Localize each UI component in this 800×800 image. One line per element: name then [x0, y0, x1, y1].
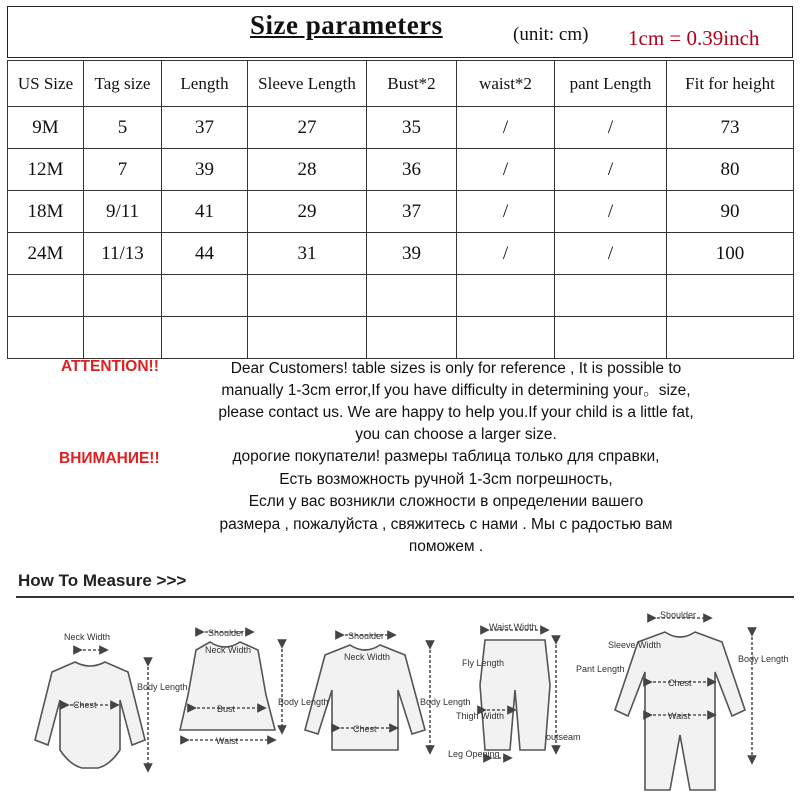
table-cell: 39 — [162, 149, 248, 191]
table-cell: 7 — [84, 149, 162, 191]
label-shoulder: Shoulder — [348, 631, 385, 641]
table-cell: 18M — [8, 191, 84, 233]
pants-diagram-icon — [480, 630, 556, 758]
russian-line: Если у вас возникли сложности в определении вашего — [248, 493, 644, 510]
table-cell — [457, 317, 555, 359]
table-cell — [162, 317, 248, 359]
table-row — [8, 107, 794, 149]
table-cell — [84, 275, 162, 317]
table-row — [8, 149, 794, 191]
table-cell: / — [555, 149, 667, 191]
label-body-length: Body Length — [137, 682, 188, 692]
table-cell: 31 — [248, 233, 367, 275]
column-header: Fit for height — [667, 61, 794, 107]
table-cell: 35 — [367, 107, 457, 149]
attention-label: ATTENTION!! — [61, 358, 159, 375]
table-row — [8, 191, 794, 233]
column-header: Tag size — [84, 61, 162, 107]
table-cell: 29 — [248, 191, 367, 233]
column-header: Length — [162, 61, 248, 107]
attention-line: you can choose a larger size. — [355, 426, 557, 443]
column-header: Sleeve Length — [248, 61, 367, 107]
conversion-note: 1cm = 0.39inch — [628, 26, 760, 50]
label-outseam: outseam — [546, 732, 581, 742]
table-cell: / — [457, 107, 555, 149]
how-to-measure-heading: How To Measure >>> — [18, 571, 187, 590]
label-body-length: Body Length — [278, 697, 329, 707]
table-cell: 37 — [367, 191, 457, 233]
label-body-length: Body Length — [738, 654, 789, 664]
russian-line: размера , пожалуйста , свяжитесь с нами . Мы с радостью вам — [219, 515, 673, 533]
measure-diagrams — [0, 600, 800, 800]
table-cell: 73 — [667, 107, 794, 149]
table-cell — [84, 317, 162, 359]
table-cell: 27 — [248, 107, 367, 149]
table-cell: 5 — [84, 107, 162, 149]
table-cell — [367, 275, 457, 317]
attention-line: manually 1-3cm error,If you have difficulty in determining your。size, — [221, 382, 691, 399]
table-cell: 12M — [8, 149, 84, 191]
table-cell: 39 — [367, 233, 457, 275]
table-cell — [667, 275, 794, 317]
label-waist: Waist — [668, 711, 691, 721]
russian-line: Есть возможность ручной 1-3cm погрешность, — [279, 470, 613, 488]
label-waist-width: Waist Width — [489, 622, 537, 632]
table-cell — [248, 275, 367, 317]
table-cell — [667, 317, 794, 359]
label-leg-opening: Leg Opening — [448, 749, 500, 759]
table-cell: 37 — [162, 107, 248, 149]
size-table — [7, 60, 794, 359]
table-cell — [248, 317, 367, 359]
russian-line: дорогие покупатели! размеры таблица только для справки, — [232, 448, 660, 465]
table-header-row — [8, 61, 794, 107]
attention-text — [176, 358, 736, 446]
label-bust: Bust — [217, 704, 236, 714]
table-cell — [8, 275, 84, 317]
table-cell: / — [457, 191, 555, 233]
table-cell: 90 — [667, 191, 794, 233]
table-row — [8, 275, 794, 317]
table-cell — [162, 275, 248, 317]
divider — [16, 596, 794, 598]
label-shoulder: Shoulder — [660, 610, 697, 620]
label-body-length: Body Length — [420, 697, 471, 707]
table-cell: / — [457, 233, 555, 275]
table-cell — [555, 275, 667, 317]
table-row — [8, 233, 794, 275]
table-cell: 41 — [162, 191, 248, 233]
label-fly-length: Fly Length — [462, 658, 505, 668]
table-cell: 36 — [367, 149, 457, 191]
table-cell: 80 — [667, 149, 794, 191]
table-cell: / — [555, 107, 667, 149]
table-cell: 100 — [667, 233, 794, 275]
russian-attention-label: ВНИМАНИЕ!! — [59, 450, 160, 467]
table-cell — [457, 275, 555, 317]
attention-line: Dear Customers! table sizes is only for reference , It is possible to — [230, 360, 682, 377]
label-neck-width: Neck Width — [344, 652, 391, 662]
column-header: Bust*2 — [367, 61, 457, 107]
table-cell: / — [555, 233, 667, 275]
attention-line: please contact us. We are happy to help you.If your child is a little fat, — [218, 404, 694, 421]
label-sleeve-width: Sleeve Width — [608, 640, 662, 650]
russian-line: поможем . — [408, 538, 484, 555]
unit-note: (unit: cm) — [513, 24, 589, 45]
table-cell — [8, 317, 84, 359]
table-row — [8, 317, 794, 359]
table-cell: 44 — [162, 233, 248, 275]
label-chest: Chest — [353, 724, 377, 734]
label-neck-width: Neck Width — [205, 645, 252, 655]
page-title: Size parameters — [250, 10, 443, 40]
column-header: pant Length — [555, 61, 667, 107]
column-header: waist*2 — [457, 61, 555, 107]
label-waist: Waist — [216, 736, 239, 746]
table-cell: 9/11 — [84, 191, 162, 233]
table-cell: 24M — [8, 233, 84, 275]
label-pant-length: Pant Length — [576, 664, 625, 674]
russian-attention-text — [176, 446, 716, 559]
table-cell: 28 — [248, 149, 367, 191]
table-cell: 9M — [8, 107, 84, 149]
table-cell: / — [457, 149, 555, 191]
table-cell — [555, 317, 667, 359]
label-shoulder: Shoulder — [208, 628, 245, 638]
table-cell: / — [555, 191, 667, 233]
table-cell — [367, 317, 457, 359]
label-chest: Chest — [668, 678, 692, 688]
label-thigh-width: Thigh Width — [456, 711, 505, 721]
label-chest: Chest — [73, 700, 97, 710]
column-header: US Size — [8, 61, 84, 107]
label-neck-width: Neck Width — [64, 632, 111, 642]
table-cell: 11/13 — [84, 233, 162, 275]
